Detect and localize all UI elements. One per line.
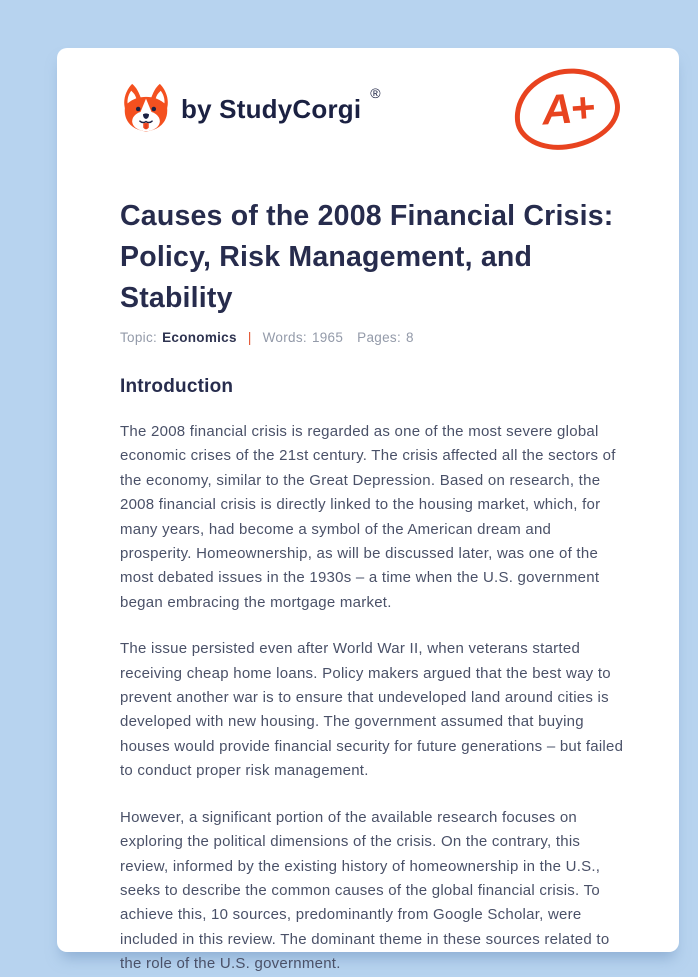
studycorgi-logo[interactable]	[120, 81, 381, 137]
document-card	[57, 48, 679, 973]
words-label: Words:	[262, 330, 307, 345]
paragraph: The 2008 financial crisis is regarded as one of the most severe global economic crises of the 21st century. The crisis affected all the sectors of the economy, similar to the Great Depression. Based on research, the 2008 financial crisis is directly linked to the housing market, which, for many years, had become a symbol of the American dream and prosperity. Homeownership, as will be discussed later, was one of the most debated issues in the 1930s – a time when the U.S. government began embracing the mortgage market.	[120, 423, 616, 611]
registered-trademark-icon: ®	[370, 85, 381, 101]
corgi-icon	[120, 81, 172, 137]
page-title: Causes of the 2008 Financial Crisis: Policy, Risk Management, and Stability	[120, 200, 614, 314]
words-value: 1965	[311, 330, 344, 345]
a-plus-label: A+	[539, 83, 594, 134]
paragraph: The issue persisted even after World War II, when veterans started receiving cheap home loans. Policy makers argued that the best way to prevent another war is to ensure that undeveloped land around cities is developed with new housing. The government assumed that buying houses would provide financial security for future generations – but failed to conduct proper risk management.	[120, 640, 624, 780]
a-plus-grade-badge	[510, 63, 625, 155]
section-heading-introduction: Introduction	[120, 376, 234, 397]
header	[120, 66, 622, 152]
pages-value: 8	[406, 330, 414, 345]
topic-label: Topic:	[120, 330, 158, 345]
topic-link[interactable]: Economics	[162, 330, 237, 345]
pages-label: Pages:	[357, 330, 402, 345]
logo-text: by StudyCorgi	[181, 93, 362, 124]
meta-separator: |	[247, 330, 252, 345]
paragraph: However, a significant portion of the available research focuses on exploring the political dimensions of the crisis. On the contrary, this review, informed by the existing history of homeownership in the U.S., seeks to describe the common causes of the global financial crisis. To achieve this, 10 sources, predominantly from Google Scholar, were included in this review. The dominant theme in these sources related to the role of the U.S. government.	[120, 808, 610, 973]
article-meta	[120, 330, 622, 345]
